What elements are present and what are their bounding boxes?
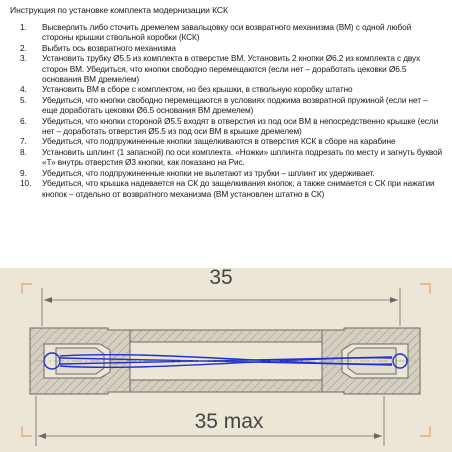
step-text: Установить трубку Ø5.5 из комплекта в отверстие ВМ. Установить 2 кнопки Ø6.2 из комплекта с двух сторон ВМ. Убедиться, что кнопки свободно перемещаются (если нет – доработать цековки Ø6.5 основания ВМ дремелем) [42, 53, 421, 85]
instruction-step [0, 95, 452, 116]
instruction-step [0, 136, 452, 146]
instruction-step [0, 147, 452, 168]
instruction-step [0, 168, 452, 178]
instruction-steps [0, 22, 452, 199]
step-number: 3. [20, 53, 27, 64]
instruction-step [0, 43, 452, 53]
top-dimension [42, 268, 400, 326]
step-number: 8. [20, 146, 27, 157]
step-text: Убедиться, что кнопки стороной Ø5.5 входят в отверстия из под оси ВМ в непосредственно крышке (если нет – доработать отверстия Ø5.5 из под оси ВМ в крышке дремелем) [42, 115, 439, 137]
dim-top-label: 35 [209, 268, 233, 289]
step-text: Установить ВМ в сборе с комплектом, но без крышки, в ствольную коробку штатно [42, 84, 353, 95]
step-text: Убедиться, что подпружиненные кнопки не вылетают из трубки – шплинт их удерживает. [42, 167, 375, 178]
step-number: 10. [20, 178, 32, 189]
instruction-step [0, 178, 452, 199]
document-title: Инструкция по установке комплекта модернизации КСК [10, 5, 228, 15]
step-text: Убедиться, что крышка надевается на СК до защелкивания кнопок, а также снимается с СК при нажатии кнопок – отдельно от возвратного механизма (ВМ установлен штатно в СК) [42, 178, 435, 199]
step-text: Выбить ось возвратного механизма [42, 42, 176, 53]
step-text: Установить шплинт (1 запасной) по оси комплекта. «Ножки» шплинта подрезать по месту и загнуть буквой «Т» внутрь отверстия Ø3 кнопки, как показано на Рис. [42, 146, 443, 168]
technical-drawing [0, 268, 452, 452]
step-number: 1. [20, 22, 27, 32]
cross-section-svg [0, 268, 452, 452]
step-number: 7. [20, 136, 27, 147]
step-number: 5. [20, 94, 27, 105]
instruction-step [0, 84, 452, 94]
dim-bottom-label: 35 max [194, 410, 264, 433]
step-number: 9. [20, 167, 27, 178]
bottom-dimension [36, 396, 384, 446]
step-text: Убедиться, что подпружиненные кнопки защелкиваются в отверстия КСК в сборе на карабине [42, 136, 396, 147]
instruction-step [0, 53, 452, 84]
step-text: Высверлить либо сточить дремелем завальцовку оси возвратного механизма (ВМ) с одной любой стороны крышки ствольной коробки (КСК) [42, 22, 412, 43]
step-number: 2. [20, 42, 27, 53]
step-number: 4. [20, 84, 27, 95]
step-text: Убедиться, что кнопки свободно перемещаются в условиях поджима возвратной пружиной (если нет – еще доработать цековки Ø6.5 основания ВМ дремелем) [42, 94, 428, 116]
instruction-step [0, 116, 452, 137]
step-number: 6. [20, 115, 27, 126]
instruction-step [0, 22, 452, 43]
